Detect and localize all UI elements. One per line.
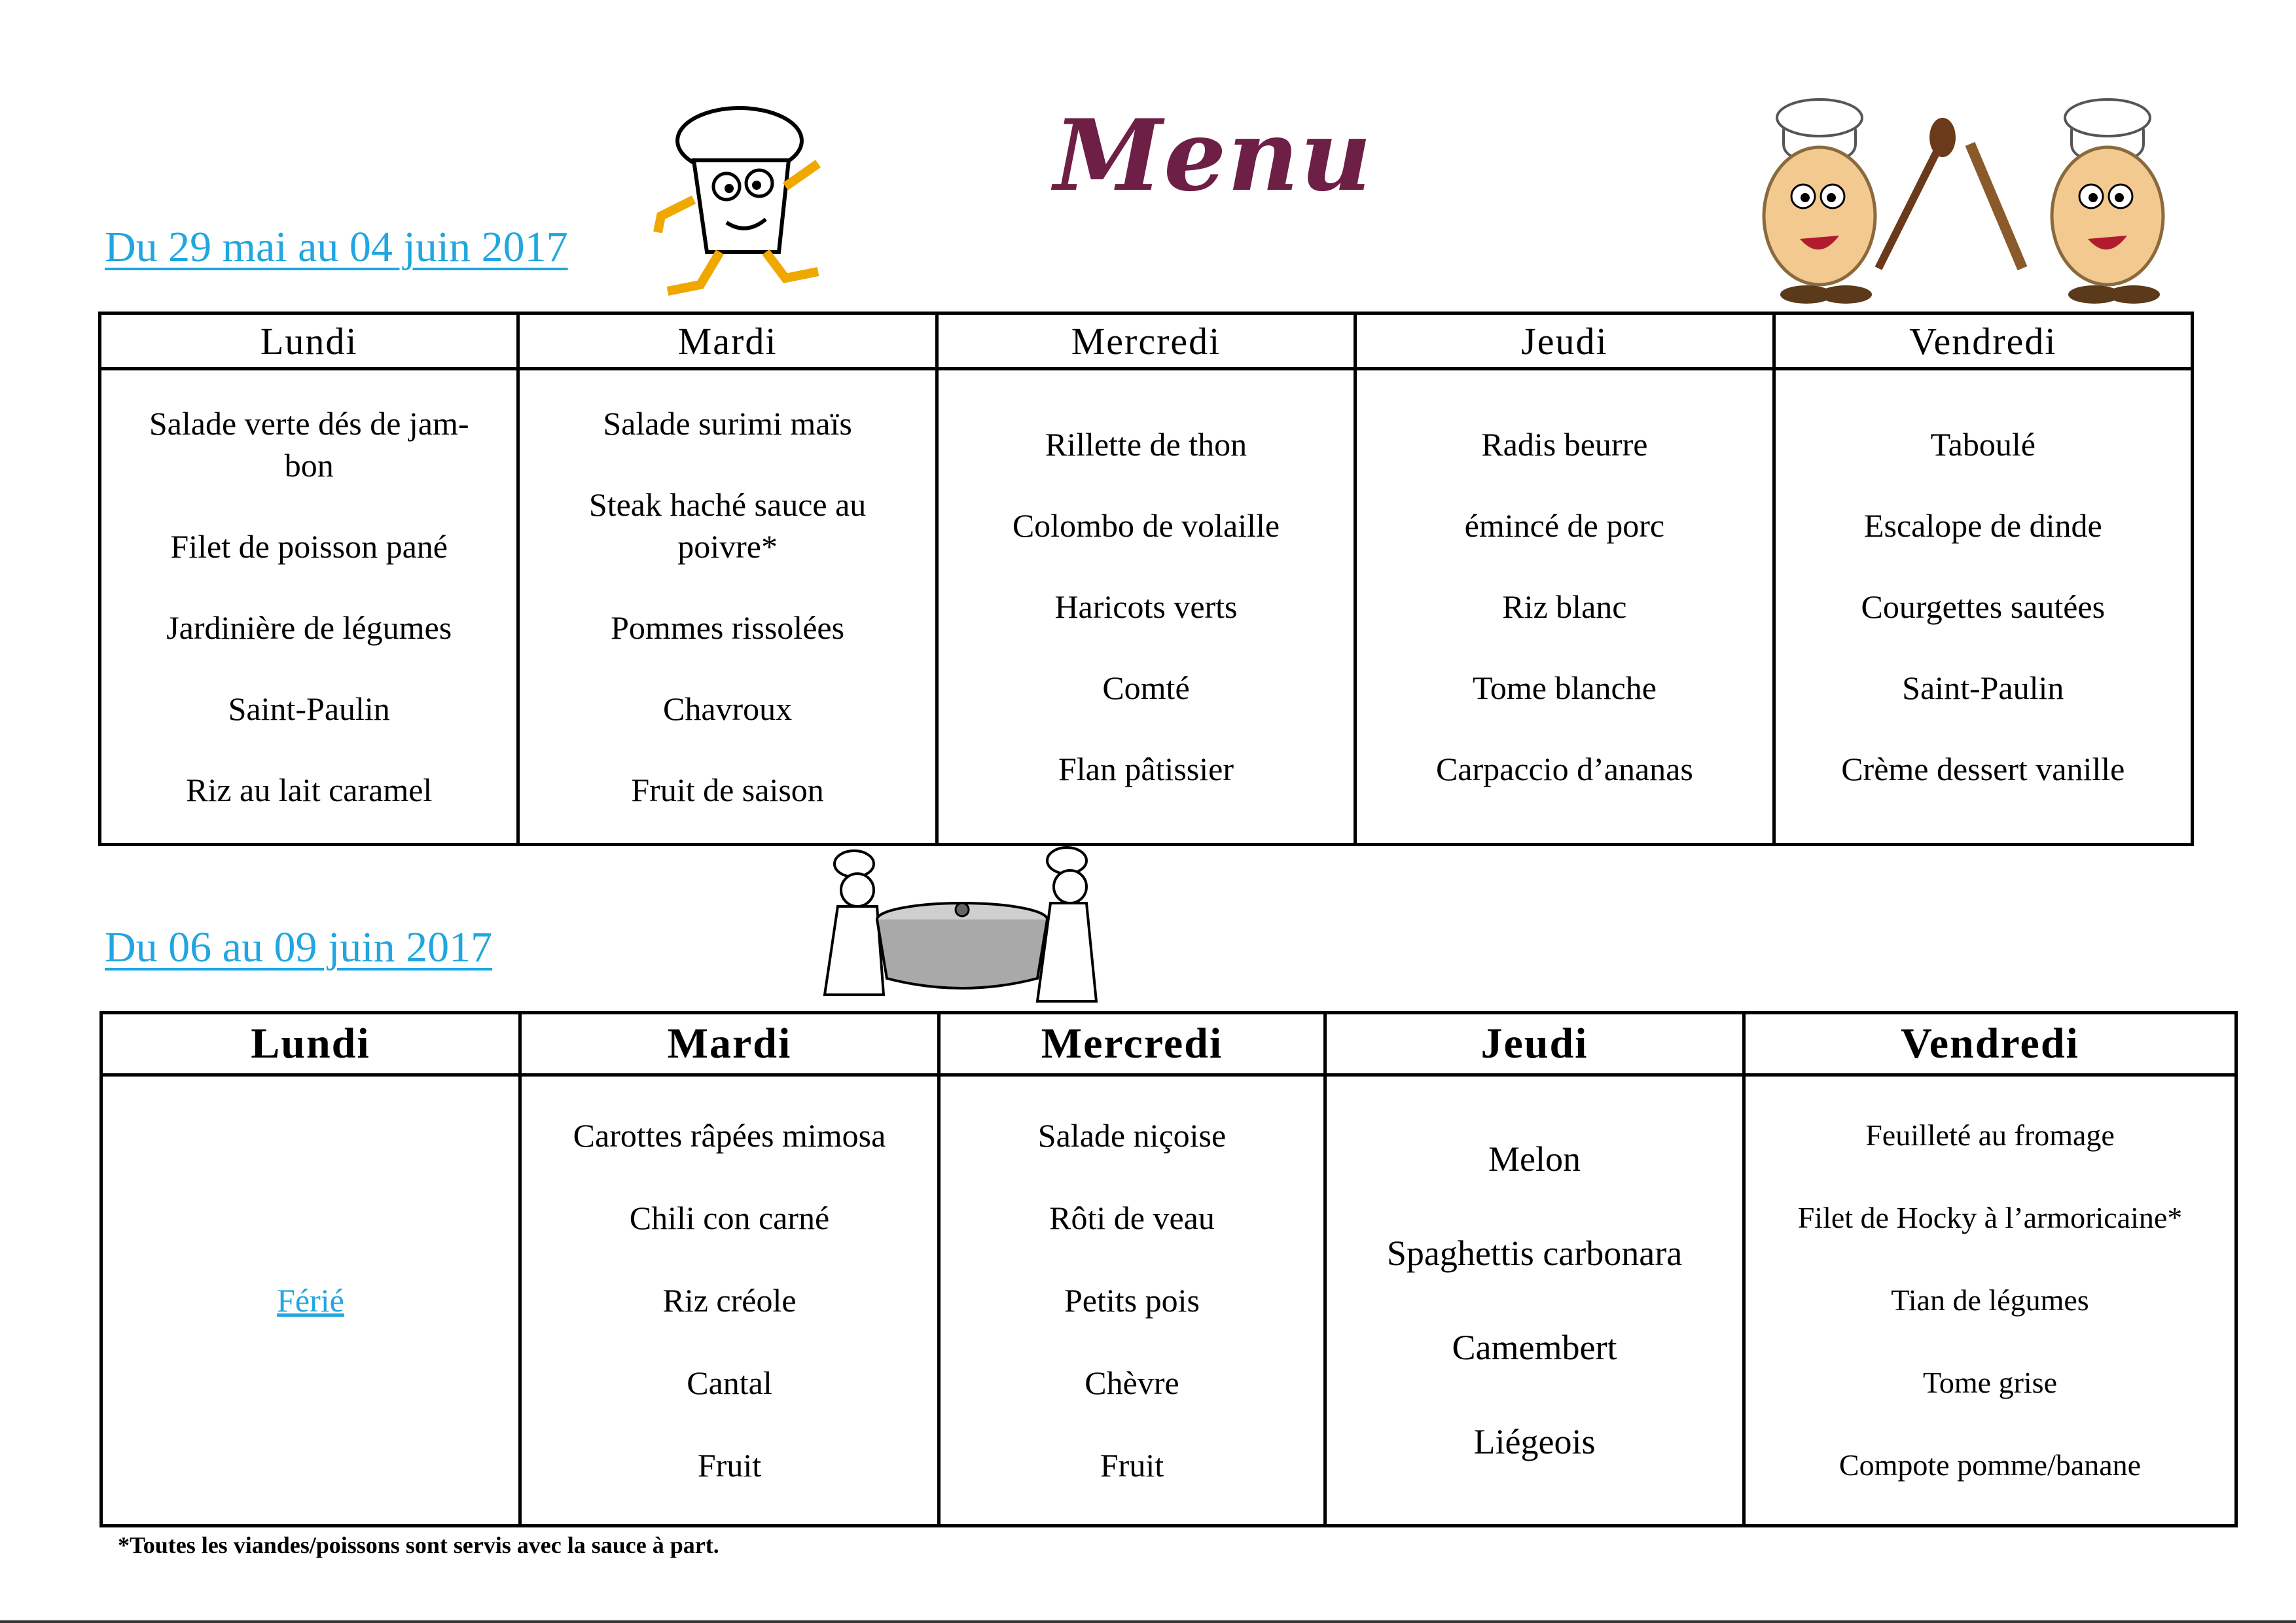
menu-item: Riz créole xyxy=(662,1282,797,1319)
menu-item: Colombo de volaille xyxy=(1012,507,1280,544)
menu-item: Crème dessert vanille xyxy=(1841,751,2125,787)
week2-day-header: Mardi xyxy=(520,1013,939,1075)
week2-day-header: Vendredi xyxy=(1744,1013,2236,1075)
menu-item: Salade niçoise xyxy=(1037,1117,1227,1154)
week2-day-header: Jeudi xyxy=(1325,1013,1744,1075)
menu-item: Chavroux xyxy=(662,690,793,727)
menu-item: Compote pomme/banane xyxy=(1839,1448,2142,1482)
menu-item: Chili con carné xyxy=(629,1200,830,1236)
menu-item: Rôti de veau xyxy=(1049,1200,1215,1236)
menu-item: Tome blanche xyxy=(1472,669,1657,706)
running-chef-hat-icon xyxy=(648,101,851,304)
chefs-carrying-pot-icon xyxy=(805,844,1113,1014)
week1-day-menu xyxy=(1774,369,2192,845)
menu-item: Carottes râpées mimosa xyxy=(573,1117,886,1154)
menu-item: Tian de légumes xyxy=(1891,1283,2089,1317)
week2-day-menu xyxy=(939,1075,1325,1526)
week2-day-menu xyxy=(1744,1075,2236,1526)
menu-item: Fruit de saison xyxy=(631,772,824,808)
menu-item: Petits pois xyxy=(1064,1282,1200,1319)
menu-item: Feuilleté au fromage xyxy=(1865,1118,2115,1152)
footnote: *Toutes les viandes/poissons sont servis avec la sauce à part. xyxy=(118,1532,719,1558)
week1-day-menu xyxy=(518,369,937,845)
menu-item: Courgettes sautées xyxy=(1861,588,2106,625)
week1-day-header: Jeudi xyxy=(1355,313,1774,369)
menu-item: émincé de porc xyxy=(1464,507,1665,544)
week1-day-menu xyxy=(1355,369,1774,845)
week1-day-header: Vendredi xyxy=(1774,313,2192,369)
menu-item: Salade surimi maïs xyxy=(603,405,852,442)
week2-day-menu xyxy=(101,1075,520,1526)
week1-day-header: Mercredi xyxy=(937,313,1355,369)
menu-item: Escalope de dinde xyxy=(1863,507,2102,544)
menu-item: Riz blanc xyxy=(1502,588,1627,625)
week2-day-header: Lundi xyxy=(101,1013,520,1075)
page-bottom-divider xyxy=(0,1620,2296,1623)
week1-day-menu xyxy=(937,369,1355,845)
menu-item: Spaghettis carbonara xyxy=(1386,1234,1683,1273)
week2-menu-table xyxy=(99,1011,2238,1527)
two-egg-chefs-icon xyxy=(1748,98,2206,314)
week1-day-header: Mardi xyxy=(518,313,937,369)
menu-item: Riz au lait caramel xyxy=(186,772,433,808)
menu-item: Haricots verts xyxy=(1054,588,1238,625)
menu-item: Comté xyxy=(1102,669,1190,706)
menu-item: Radis beurre xyxy=(1481,426,1648,463)
week2-day-menu xyxy=(1325,1075,1744,1526)
menu-item: Fruit xyxy=(1100,1447,1164,1484)
week1-title: Du 29 mai au 04 juin 2017 xyxy=(105,223,568,271)
week2-day-header: Mercredi xyxy=(939,1013,1325,1075)
menu-item: Saint-Paulin xyxy=(1902,669,2064,706)
menu-item: Saint-Paulin xyxy=(228,690,390,727)
week1-menu-table xyxy=(98,312,2194,846)
menu-item: Melon xyxy=(1488,1139,1581,1179)
menu-item: Pommes rissolées xyxy=(611,609,845,646)
menu-item: Chèvre xyxy=(1085,1364,1179,1401)
menu-item: Steak haché sauce au poivre* xyxy=(588,486,867,565)
menu-item: Liégeois xyxy=(1473,1422,1596,1461)
page-title: Menu xyxy=(1054,98,1373,213)
menu-item: Fruit xyxy=(697,1447,762,1484)
week1-day-menu xyxy=(100,369,518,845)
week2-day-menu xyxy=(520,1075,939,1526)
menu-item: Salade verte dés de jam- bon xyxy=(149,405,469,484)
menu-item: Carpaccio d’ananas xyxy=(1435,751,1693,787)
menu-item: Flan pâtissier xyxy=(1058,751,1234,787)
menu-item: Camembert xyxy=(1452,1328,1617,1367)
menu-item: Jardinière de légumes xyxy=(166,609,452,646)
menu-item: Taboulé xyxy=(1930,426,2036,463)
holiday-label: Férié xyxy=(277,1282,344,1319)
week1-day-header: Lundi xyxy=(100,313,518,369)
menu-item: Filet de Hocky à l’armoricaine* xyxy=(1797,1201,2183,1234)
menu-item: Tome grise xyxy=(1922,1366,2057,1399)
menu-item: Rillette de thon xyxy=(1045,426,1247,463)
week2-title: Du 06 au 09 juin 2017 xyxy=(105,923,493,971)
menu-item: Cantal xyxy=(687,1364,772,1401)
menu-item: Filet de poisson pané xyxy=(170,528,448,565)
